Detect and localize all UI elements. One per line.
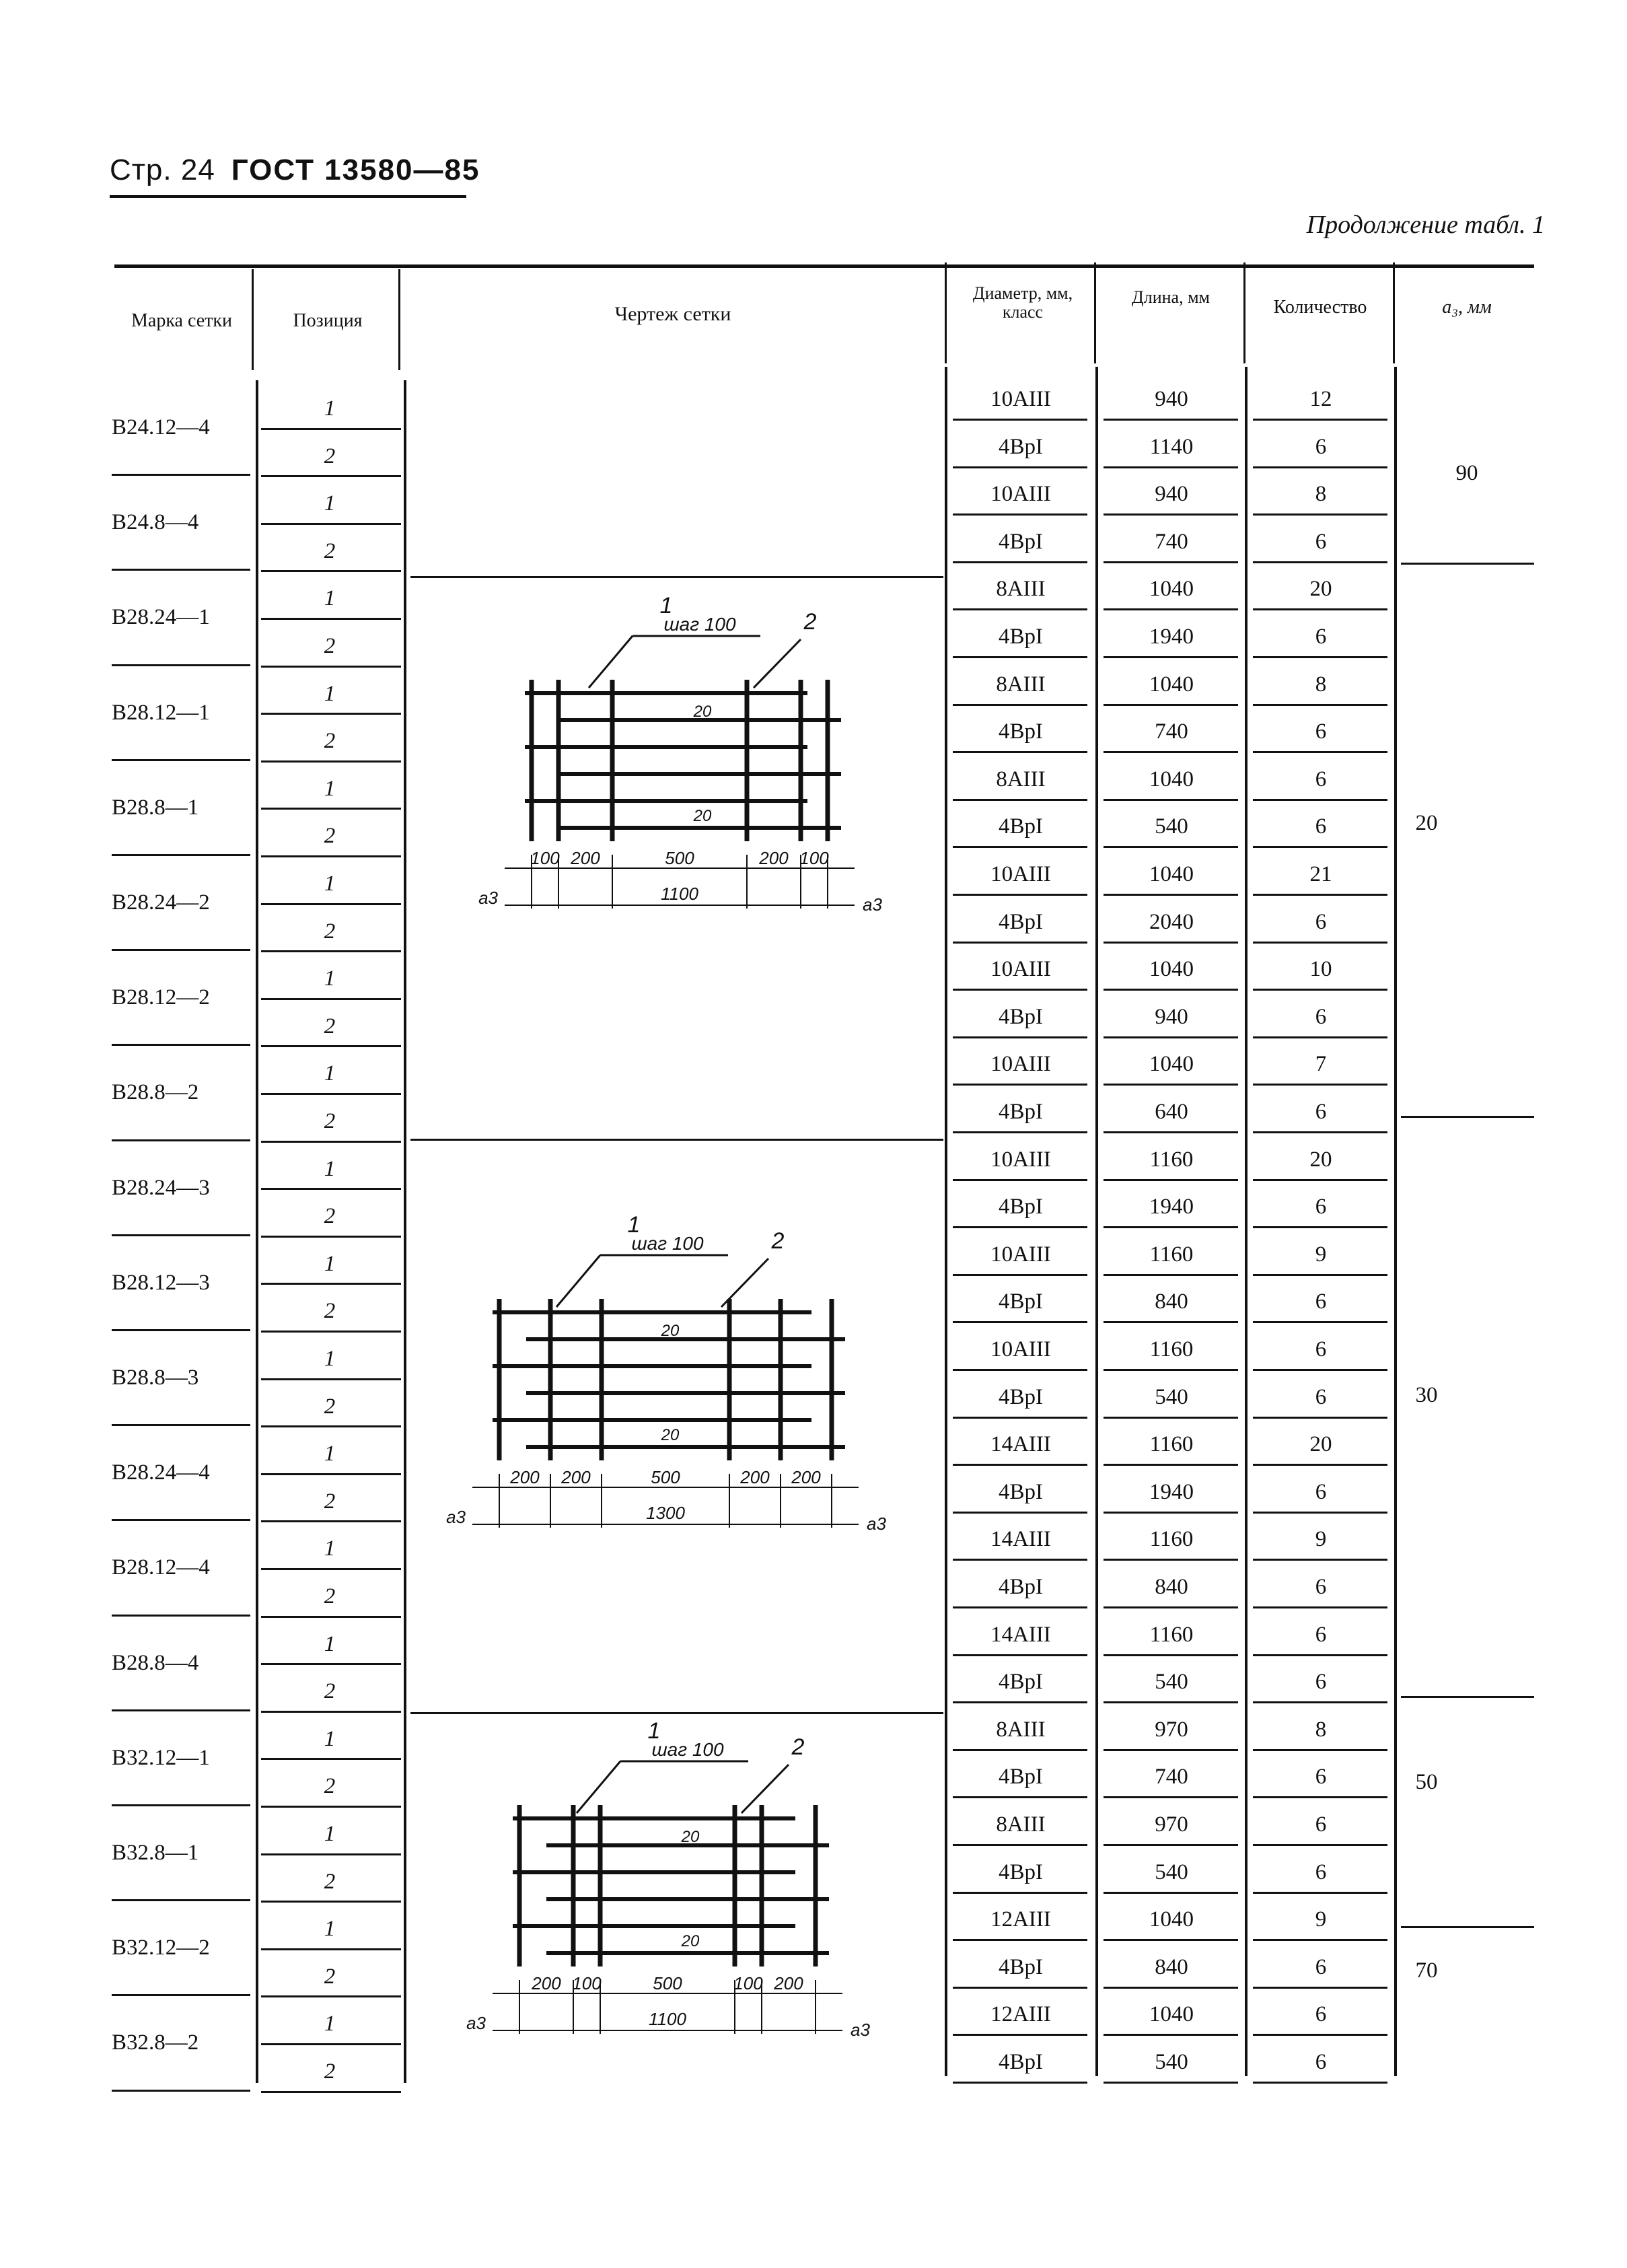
leader-label-2: 2 (771, 1228, 785, 1254)
length-cell: 1160 (1149, 1337, 1194, 1361)
diameter-cell: 4BpI (999, 1100, 1043, 1124)
diameter-cell: 10AIII (990, 1147, 1051, 1172)
position-cell: 1 (324, 1347, 336, 1371)
length-cell: 1040 (1149, 862, 1194, 886)
dim-value: 100 (572, 1973, 602, 1993)
a3-left-label: a3 (446, 1507, 466, 1527)
position-cell: 1 (324, 1442, 336, 1466)
gap-label-bottom: 20 (693, 807, 712, 825)
quantity-cell: 6 (1315, 1765, 1327, 1789)
a3-right-label: a3 (863, 894, 882, 915)
position-cell: 1 (324, 2012, 336, 2036)
diameter-cell: 4BpI (999, 625, 1043, 649)
position-cell: 1 (324, 1061, 336, 1086)
quantity-cell: 6 (1315, 909, 1327, 934)
diameter-cell: 12AIII (990, 2002, 1051, 2027)
quantity-cell: 6 (1315, 1954, 1327, 1979)
gap-label-top: 20 (693, 703, 712, 721)
length-cell: 1040 (1149, 2002, 1194, 2027)
step-label: шаг 100 (663, 614, 736, 635)
quantity-cell: 6 (1315, 625, 1327, 649)
quantity-cell: 6 (1315, 1670, 1327, 1695)
position-cell: 1 (324, 872, 336, 896)
length-cell: 970 (1155, 1717, 1188, 1742)
diameter-cell: 4BpI (999, 1670, 1043, 1695)
diameter-cell: 4BpI (999, 1765, 1043, 1789)
length-cell: 1040 (1149, 1907, 1194, 1932)
quantity-cell: 6 (1315, 2002, 1327, 2027)
quantity-cell: 6 (1315, 1004, 1327, 1029)
position-cell: 2 (324, 1679, 336, 1704)
quantity-cell: 9 (1315, 1907, 1327, 1932)
quantity-cell: 6 (1315, 1384, 1327, 1409)
position-cell: 1 (324, 681, 336, 706)
length-cell: 970 (1155, 1812, 1188, 1837)
dim-value: 200 (759, 848, 789, 868)
quantity-cell: 21 (1309, 862, 1332, 886)
step-label: шаг 100 (651, 1739, 724, 1760)
a3-right-label: a3 (867, 1514, 886, 1534)
length-cell: 840 (1155, 1954, 1188, 1979)
total-value: 1100 (649, 2009, 686, 2029)
quantity-cell: 20 (1309, 1432, 1332, 1457)
dim-value: 100 (530, 848, 560, 868)
diameter-cell: 10AIII (990, 862, 1051, 886)
mark-cell: В28.8—4 (112, 1650, 199, 1675)
length-cell: 540 (1155, 1384, 1188, 1409)
diameter-cell: 10AIII (990, 1242, 1051, 1267)
mark-cell: В28.8—3 (112, 1366, 199, 1390)
dim-value: 200 (561, 1467, 591, 1487)
mesh-drawing-1 (478, 593, 882, 915)
mark-cell: В28.12—1 (112, 700, 210, 725)
mark-cell: В24.12—4 (112, 415, 210, 439)
length-cell: 540 (1155, 1670, 1188, 1695)
diameter-cell: 10AIII (990, 482, 1051, 507)
dim-value: 100 (733, 1973, 763, 1993)
quantity-cell: 6 (1315, 1622, 1327, 1647)
mark-cell: В32.8—1 (112, 1841, 199, 1865)
leader-line-1 (556, 1255, 600, 1307)
position-cell: 2 (324, 1109, 336, 1133)
page-number: Стр. 24 (110, 153, 215, 186)
leader-label-1: 1 (627, 1212, 641, 1238)
mark-cell: В28.8—2 (112, 1080, 199, 1105)
length-cell: 840 (1155, 1289, 1188, 1314)
dim-value: 200 (774, 1973, 803, 1993)
mark-cell: В28.24—2 (112, 890, 210, 915)
diameter-cell: 4BpI (999, 1384, 1043, 1409)
quantity-cell: 6 (1315, 1195, 1327, 1219)
quantity-cell: 6 (1315, 529, 1327, 554)
quantity-cell: 9 (1315, 1242, 1327, 1267)
mark-cell: В28.24—3 (112, 1175, 210, 1200)
position-cell: 2 (324, 444, 336, 468)
length-cell: 1160 (1149, 1527, 1194, 1552)
position-cell: 2 (324, 1964, 336, 1989)
position-cell: 2 (324, 1014, 336, 1038)
mark-cell: В28.24—4 (112, 1460, 210, 1485)
a3-left-label: a3 (466, 2013, 486, 2033)
col-header-quantity: Количество (1273, 297, 1367, 318)
position-cell: 2 (324, 1204, 336, 1229)
position-cell: 2 (324, 919, 336, 944)
quantity-cell: 6 (1315, 767, 1327, 791)
diameter-cell: 12AIII (990, 1907, 1051, 1932)
position-cell: 1 (324, 776, 336, 801)
leader-label-2: 2 (791, 1734, 805, 1760)
diameter-cell: 4BpI (999, 1289, 1043, 1314)
a3-left-label: a3 (478, 888, 498, 908)
mark-cell: В28.8—1 (112, 795, 199, 820)
position-cell: 2 (324, 1299, 336, 1324)
leader-line-2 (754, 639, 801, 688)
col-header-drawing: Чертеж сетки (614, 303, 731, 325)
length-cell: 540 (1155, 814, 1188, 839)
length-cell: 1940 (1149, 1195, 1194, 1219)
diameter-cell: 4BpI (999, 1004, 1043, 1029)
length-cell: 740 (1155, 529, 1188, 554)
mark-cell: В32.12—1 (112, 1745, 210, 1770)
gap-label-top: 20 (661, 1322, 680, 1340)
length-cell: 1040 (1149, 767, 1194, 791)
diameter-cell: 4BpI (999, 434, 1043, 459)
length-cell: 1040 (1149, 1052, 1194, 1077)
position-cell: 2 (324, 1394, 336, 1419)
diameter-cell: 4BpI (999, 1195, 1043, 1219)
mesh-drawing-3 (466, 1718, 870, 2040)
diameter-cell: 14AIII (990, 1622, 1051, 1647)
diameter-cell: 8AIII (996, 577, 1046, 602)
a3-value-3: 30 (1415, 1383, 1438, 1407)
dim-value: 500 (651, 1467, 680, 1487)
quantity-cell: 6 (1315, 1812, 1327, 1837)
position-cell: 2 (324, 538, 336, 563)
quantity-cell: 20 (1309, 577, 1332, 602)
diameter-cell: 8AIII (996, 1812, 1046, 1837)
col-header-mark: Марка сетки (131, 310, 232, 331)
col-header-diameter: Диаметр, мм, класс (972, 283, 1073, 322)
diameter-cell: 4BpI (999, 1859, 1043, 1884)
standard-number: ГОСТ 13580—85 (231, 153, 480, 186)
dim-value: 200 (791, 1467, 821, 1487)
diameter-cell: 4BpI (999, 909, 1043, 934)
dim-value: 200 (532, 1973, 561, 1993)
a3-right-label: a3 (851, 2020, 870, 2040)
position-cell: 1 (324, 1822, 336, 1846)
quantity-cell: 20 (1309, 1147, 1332, 1172)
quantity-cell: 6 (1315, 434, 1327, 459)
diameter-cell: 10AIII (990, 1052, 1051, 1077)
leader-label-1: 1 (659, 593, 673, 618)
quantity-cell: 6 (1315, 719, 1327, 744)
quantity-cell: 8 (1315, 482, 1327, 507)
length-cell: 540 (1155, 1859, 1188, 1884)
gap-label-bottom: 20 (681, 1932, 700, 1950)
length-cell: 1940 (1149, 625, 1194, 649)
position-cell: 1 (324, 586, 336, 611)
quantity-cell: 8 (1315, 672, 1327, 697)
length-cell: 1040 (1149, 672, 1194, 697)
length-cell: 1040 (1149, 957, 1194, 982)
diameter-cell: 10AIII (990, 387, 1051, 411)
mark-cell: В32.8—2 (112, 2030, 199, 2055)
col-header-length: Длина, мм (1132, 287, 1210, 307)
leader-line-2 (721, 1259, 768, 1307)
position-cell: 1 (324, 1917, 336, 1942)
length-cell: 540 (1155, 2050, 1188, 2074)
quantity-cell: 12 (1309, 387, 1332, 411)
quantity-cell: 6 (1315, 2050, 1327, 2074)
col-header-position: Позиция (293, 310, 363, 331)
position-cell: 1 (324, 396, 336, 421)
length-cell: 1160 (1149, 1147, 1194, 1172)
quantity-cell: 8 (1315, 1717, 1327, 1742)
position-cell: 1 (324, 1156, 336, 1181)
a3-value-4: 50 (1415, 1770, 1438, 1794)
quantity-cell: 6 (1315, 1575, 1327, 1599)
diameter-cell: 8AIII (996, 1717, 1046, 1742)
dim-value: 200 (510, 1467, 540, 1487)
quantity-cell: 6 (1315, 1479, 1327, 1504)
mark-cell: В28.12—2 (112, 985, 210, 1010)
mark-cell: В32.12—2 (112, 1936, 210, 1960)
position-cell: 1 (324, 1251, 336, 1276)
total-value: 1100 (661, 884, 698, 904)
diameter-cell: 14AIII (990, 1432, 1051, 1457)
position-cell: 2 (324, 824, 336, 849)
length-cell: 640 (1155, 1100, 1188, 1124)
continuation-note: Продолжение табл. 1 (1306, 211, 1545, 239)
quantity-cell: 6 (1315, 814, 1327, 839)
length-cell: 1040 (1149, 577, 1194, 602)
quantity-cell: 6 (1315, 1289, 1327, 1314)
dim-value: 200 (571, 848, 600, 868)
dim-value: 500 (665, 848, 694, 868)
quantity-cell: 6 (1315, 1859, 1327, 1884)
position-cell: 1 (324, 491, 336, 516)
total-value: 1300 (646, 1503, 685, 1523)
dim-value: 500 (653, 1973, 682, 1993)
position-cell: 2 (324, 2059, 336, 2084)
dim-value: 200 (740, 1467, 770, 1487)
length-cell: 940 (1155, 482, 1188, 507)
length-cell: 1940 (1149, 1479, 1194, 1504)
quantity-cell: 6 (1315, 1100, 1327, 1124)
position-cell: 2 (324, 729, 336, 754)
dim-value: 100 (799, 848, 829, 868)
diameter-cell: 10AIII (990, 1337, 1051, 1361)
position-cell: 1 (324, 1631, 336, 1656)
gap-label-bottom: 20 (661, 1426, 680, 1444)
position-cell: 1 (324, 966, 336, 991)
position-cell: 2 (324, 1869, 336, 1894)
quantity-cell: 7 (1315, 1052, 1327, 1077)
diameter-cell: 4BpI (999, 719, 1043, 744)
length-cell: 940 (1155, 387, 1188, 411)
gap-label-top: 20 (681, 1828, 700, 1846)
a3-value-2: 20 (1415, 811, 1438, 835)
leader-label-2: 2 (803, 609, 817, 635)
diameter-cell: 4BpI (999, 814, 1043, 839)
position-cell: 2 (324, 1489, 336, 1514)
length-cell: 2040 (1149, 909, 1194, 934)
length-cell: 840 (1155, 1575, 1188, 1599)
quantity-cell: 10 (1309, 957, 1332, 982)
diameter-cell: 14AIII (990, 1527, 1051, 1552)
leader-label-1: 1 (647, 1718, 661, 1744)
length-cell: 1140 (1149, 434, 1194, 459)
diameter-cell: 10AIII (990, 957, 1051, 982)
mark-cell: В28.12—4 (112, 1555, 210, 1580)
mark-cell: В28.12—3 (112, 1270, 210, 1295)
diameter-cell: 4BpI (999, 1479, 1043, 1504)
position-cell: 2 (324, 1584, 336, 1608)
diameter-cell: 8AIII (996, 672, 1046, 697)
a3-value-1: 90 (1455, 461, 1478, 485)
length-cell: 940 (1155, 1004, 1188, 1029)
position-cell: 1 (324, 1726, 336, 1751)
length-cell: 1160 (1149, 1432, 1194, 1457)
a3-value-5: 70 (1415, 1958, 1438, 1983)
position-cell: 2 (324, 1774, 336, 1799)
diameter-cell: 4BpI (999, 1954, 1043, 1979)
position-cell: 1 (324, 1536, 336, 1561)
diameter-cell: 4BpI (999, 2050, 1043, 2074)
diameter-cell: 4BpI (999, 529, 1043, 554)
mark-cell: В28.24—1 (112, 605, 210, 630)
position-cell: 2 (324, 634, 336, 658)
col-header-a3: a₃, мм (1442, 297, 1492, 318)
mesh-drawing-2 (446, 1212, 886, 1534)
mark-cell: В24.8—4 (112, 510, 199, 535)
diameter-cell: 4BpI (999, 1575, 1043, 1599)
length-cell: 740 (1155, 719, 1188, 744)
length-cell: 740 (1155, 1765, 1188, 1789)
quantity-cell: 9 (1315, 1527, 1327, 1552)
length-cell: 1160 (1149, 1242, 1194, 1267)
length-cell: 1160 (1149, 1622, 1194, 1647)
leader-line-2 (742, 1765, 789, 1813)
step-label: шаг 100 (631, 1233, 704, 1254)
diameter-cell: 8AIII (996, 767, 1046, 791)
quantity-cell: 6 (1315, 1337, 1327, 1361)
